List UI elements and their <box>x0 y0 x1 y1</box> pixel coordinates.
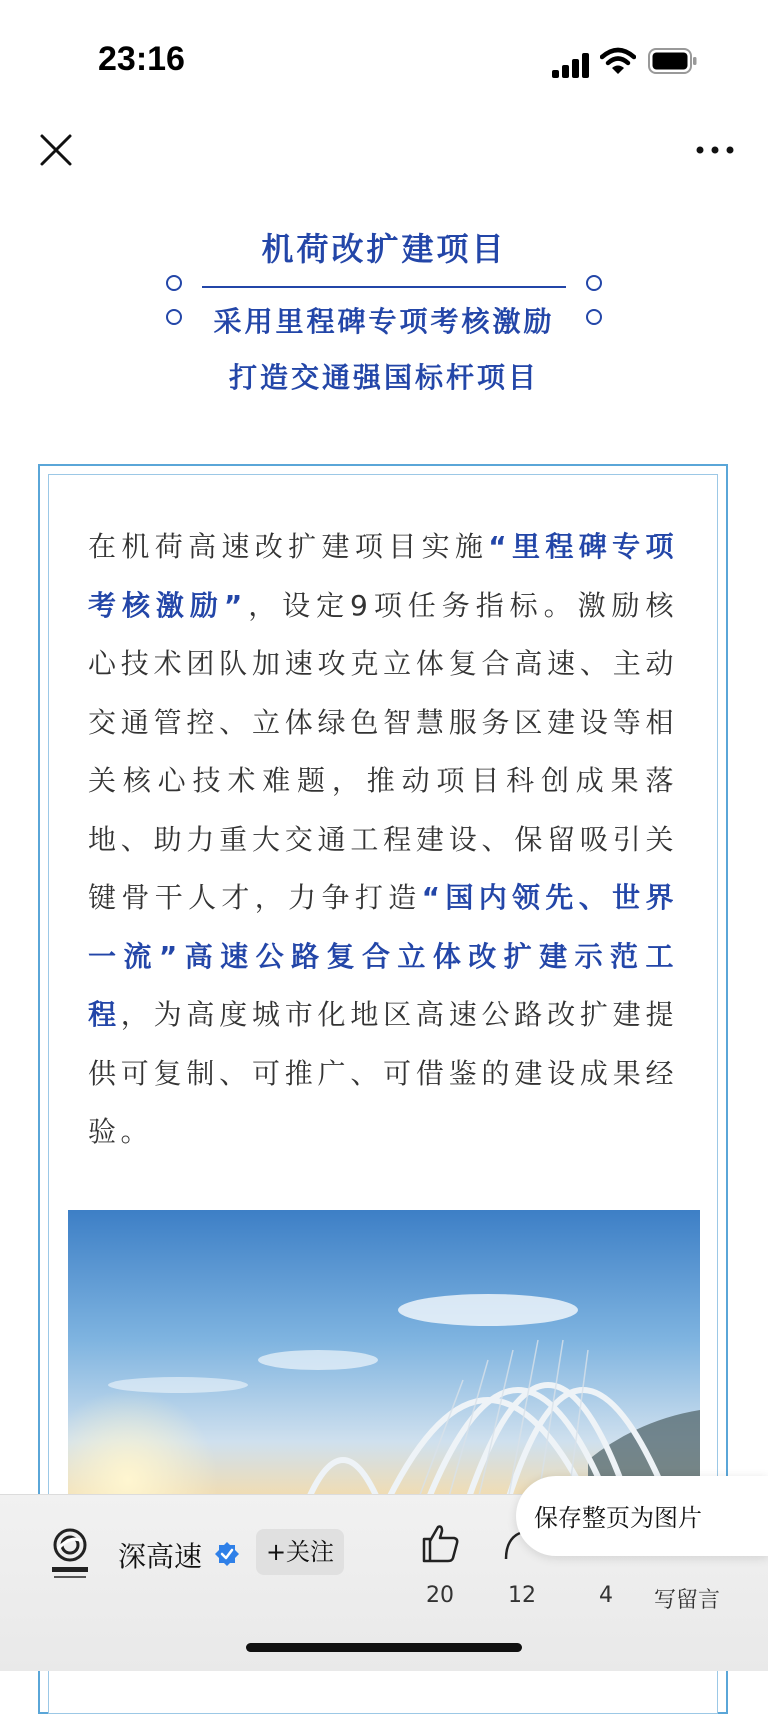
status-time: 23:16 <box>98 40 185 78</box>
save-page-label: 保存整页为图片 <box>534 1504 702 1532</box>
section-subtitle-1: 采用里程碑专项考核激励 <box>213 305 555 338</box>
follow-button[interactable]: +关注 <box>256 1529 344 1575</box>
like-icon[interactable] <box>418 1521 462 1565</box>
highlight-text: “国内领先、世界一流”高速公路复合立体改扩建示范工程 <box>88 881 678 1031</box>
section-title: 机荷改扩建项目 <box>261 230 507 268</box>
share-count: 12 <box>508 1583 536 1608</box>
like-count: 20 <box>426 1583 454 1608</box>
bridge-photo <box>68 1210 700 1500</box>
text-segment: 在机荷高速改扩建项目实施 <box>88 530 489 563</box>
more-icon[interactable] <box>690 130 740 170</box>
bridge-image <box>68 1210 700 1500</box>
home-indicator[interactable] <box>246 1643 522 1652</box>
decor-dot-icon <box>586 275 602 291</box>
verified-badge-icon <box>214 1541 240 1567</box>
signal-icon <box>552 50 592 78</box>
section-header <box>0 194 768 464</box>
article-paragraph <box>88 518 678 1162</box>
text-segment: ，为高度城市化地区高速公路改扩建提供可复制、可推广、可借鉴的建设成果经验。 <box>88 998 678 1148</box>
account-name[interactable]: 深高速 <box>118 1540 203 1573</box>
save-page-button[interactable] <box>516 1476 768 1556</box>
reaction-count: 4 <box>599 1583 613 1608</box>
section-subtitle-2: 打造交通强国标杆项目 <box>228 361 539 394</box>
text-segment: ，设定9项任务指标。激励核心技术团队加速攻克立体复合高速、主动交通管控、立体绿色智慧服务区建设等相关核心技术难题，推动项目科创成果落地、助力重大交通工程建设、保留吸引关键骨干人才，力争打造 <box>88 588 678 914</box>
header-divider <box>202 286 566 288</box>
account-logo-icon[interactable] <box>44 1525 96 1583</box>
battery-icon <box>648 48 698 74</box>
close-icon[interactable] <box>36 130 76 170</box>
wifi-icon <box>600 46 636 76</box>
nav-bar <box>0 110 768 195</box>
decor-dot-icon <box>166 275 182 291</box>
highlight-text: “里程碑专项考核激励” <box>88 530 678 622</box>
status-bar <box>0 0 768 110</box>
write-comment-button[interactable]: 写留言 <box>654 1588 721 1613</box>
